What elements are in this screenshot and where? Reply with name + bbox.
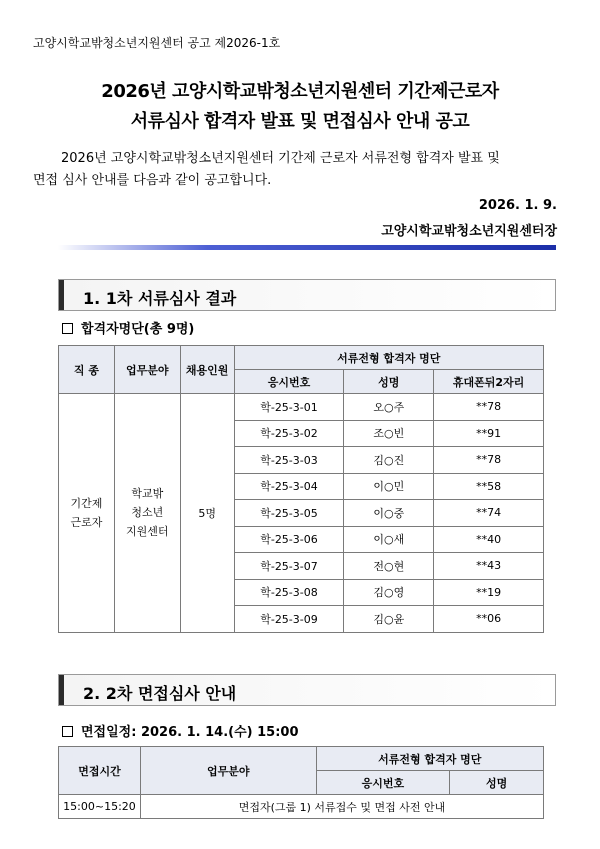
- intro-paragraph-line-1: 2026년 고양시학교밖청소년지원센터 기간제 근로자 서류전형 합격자 발표 및: [61, 151, 500, 166]
- section-1-subtitle: [62, 318, 194, 337]
- phone-cell: **58: [434, 473, 544, 500]
- phone-cell: **78: [434, 394, 544, 421]
- field-cell: 학교밖 청소년 지원센터: [114, 394, 180, 633]
- exam-number-cell: 학-25-3-02: [234, 420, 344, 447]
- header-interview-time: 면접시간: [59, 747, 141, 795]
- exam-number-cell: 학-25-3-06: [234, 526, 344, 553]
- section-accent-bar: [59, 280, 64, 310]
- section-2-header: [58, 674, 556, 706]
- interview-schedule-table: [58, 746, 544, 819]
- notice-date: 2026. 1. 9.: [478, 198, 557, 213]
- intro-paragraph-line-2: 면접 심사 안내를 다음과 같이 공고합니다.: [33, 173, 272, 188]
- interview-time-cell: 15:00~15:20: [59, 795, 141, 819]
- exam-number-cell: 학-25-3-03: [234, 447, 344, 474]
- title-divider-bar: [58, 245, 556, 250]
- header-phone-last-digits: 휴대폰뒤2자리: [434, 370, 544, 394]
- section-1-header: [58, 279, 556, 311]
- header-exam-number: 응시번호: [316, 771, 450, 795]
- header-job-type: 직 종: [59, 346, 115, 394]
- header-name: 성명: [450, 771, 544, 795]
- table-row: [59, 394, 544, 421]
- exam-number-cell: 학-25-3-09: [234, 606, 344, 633]
- section-1-subtitle-text: 합격자명단(총 9명): [81, 322, 195, 337]
- phone-cell: **74: [434, 500, 544, 527]
- name-cell: 오○주: [344, 394, 434, 421]
- section-2-subtitle-text: 면접일정: 2026. 1. 14.(수) 15:00: [81, 725, 299, 740]
- header-passers-group: 서류전형 합격자 명단: [316, 747, 543, 771]
- section-2-title: 2. 2차 면접심사 안내: [83, 684, 237, 703]
- exam-number-cell: 학-25-3-04: [234, 473, 344, 500]
- exam-number-cell: 학-25-3-07: [234, 553, 344, 580]
- header-hires: 채용인원: [180, 346, 234, 394]
- header-field: 업무분야: [140, 747, 316, 795]
- exam-number-cell: 학-25-3-01: [234, 394, 344, 421]
- name-cell: 이○중: [344, 500, 434, 527]
- document-title-line-2: 서류심사 합격자 발표 및 면접심사 안내 공고: [130, 111, 470, 132]
- name-cell: 이○새: [344, 526, 434, 553]
- header-passers-group: 서류전형 합격자 명단: [234, 346, 543, 370]
- header-name: 성명: [344, 370, 434, 394]
- section-accent-bar: [59, 675, 64, 705]
- exam-number-cell: 학-25-3-08: [234, 579, 344, 606]
- name-cell: 조○빈: [344, 420, 434, 447]
- hires-cell: 5명: [180, 394, 234, 633]
- name-cell: 김○윤: [344, 606, 434, 633]
- notice-number: 고양시학교밖청소년지원센터 공고 제2026-1호: [33, 36, 281, 50]
- phone-cell: **43: [434, 553, 544, 580]
- phone-cell: **40: [434, 526, 544, 553]
- name-cell: 김○진: [344, 447, 434, 474]
- interview-description-cell: 면접자(그룹 1) 서류접수 및 면접 사전 안내: [140, 795, 543, 819]
- phone-cell: **06: [434, 606, 544, 633]
- exam-number-cell: 학-25-3-05: [234, 500, 344, 527]
- document-title-line-1: 2026년 고양시학교밖청소년지원센터 기간제근로자: [101, 81, 499, 102]
- job-type-cell: 기간제 근로자: [59, 394, 115, 633]
- checkbox-square-icon: [62, 726, 73, 737]
- phone-cell: **78: [434, 447, 544, 474]
- checkbox-square-icon: [62, 323, 73, 334]
- header-exam-number: 응시번호: [234, 370, 344, 394]
- name-cell: 김○영: [344, 579, 434, 606]
- section-2-subtitle: [62, 721, 299, 740]
- issuer-name: 고양시학교밖청소년지원센터장: [381, 224, 557, 239]
- passers-table: [58, 345, 544, 633]
- table-row: [59, 795, 544, 819]
- phone-cell: **91: [434, 420, 544, 447]
- header-field: 업무분야: [114, 346, 180, 394]
- name-cell: 전○현: [344, 553, 434, 580]
- phone-cell: **19: [434, 579, 544, 606]
- section-1-title: 1. 1차 서류심사 결과: [83, 289, 237, 308]
- name-cell: 이○민: [344, 473, 434, 500]
